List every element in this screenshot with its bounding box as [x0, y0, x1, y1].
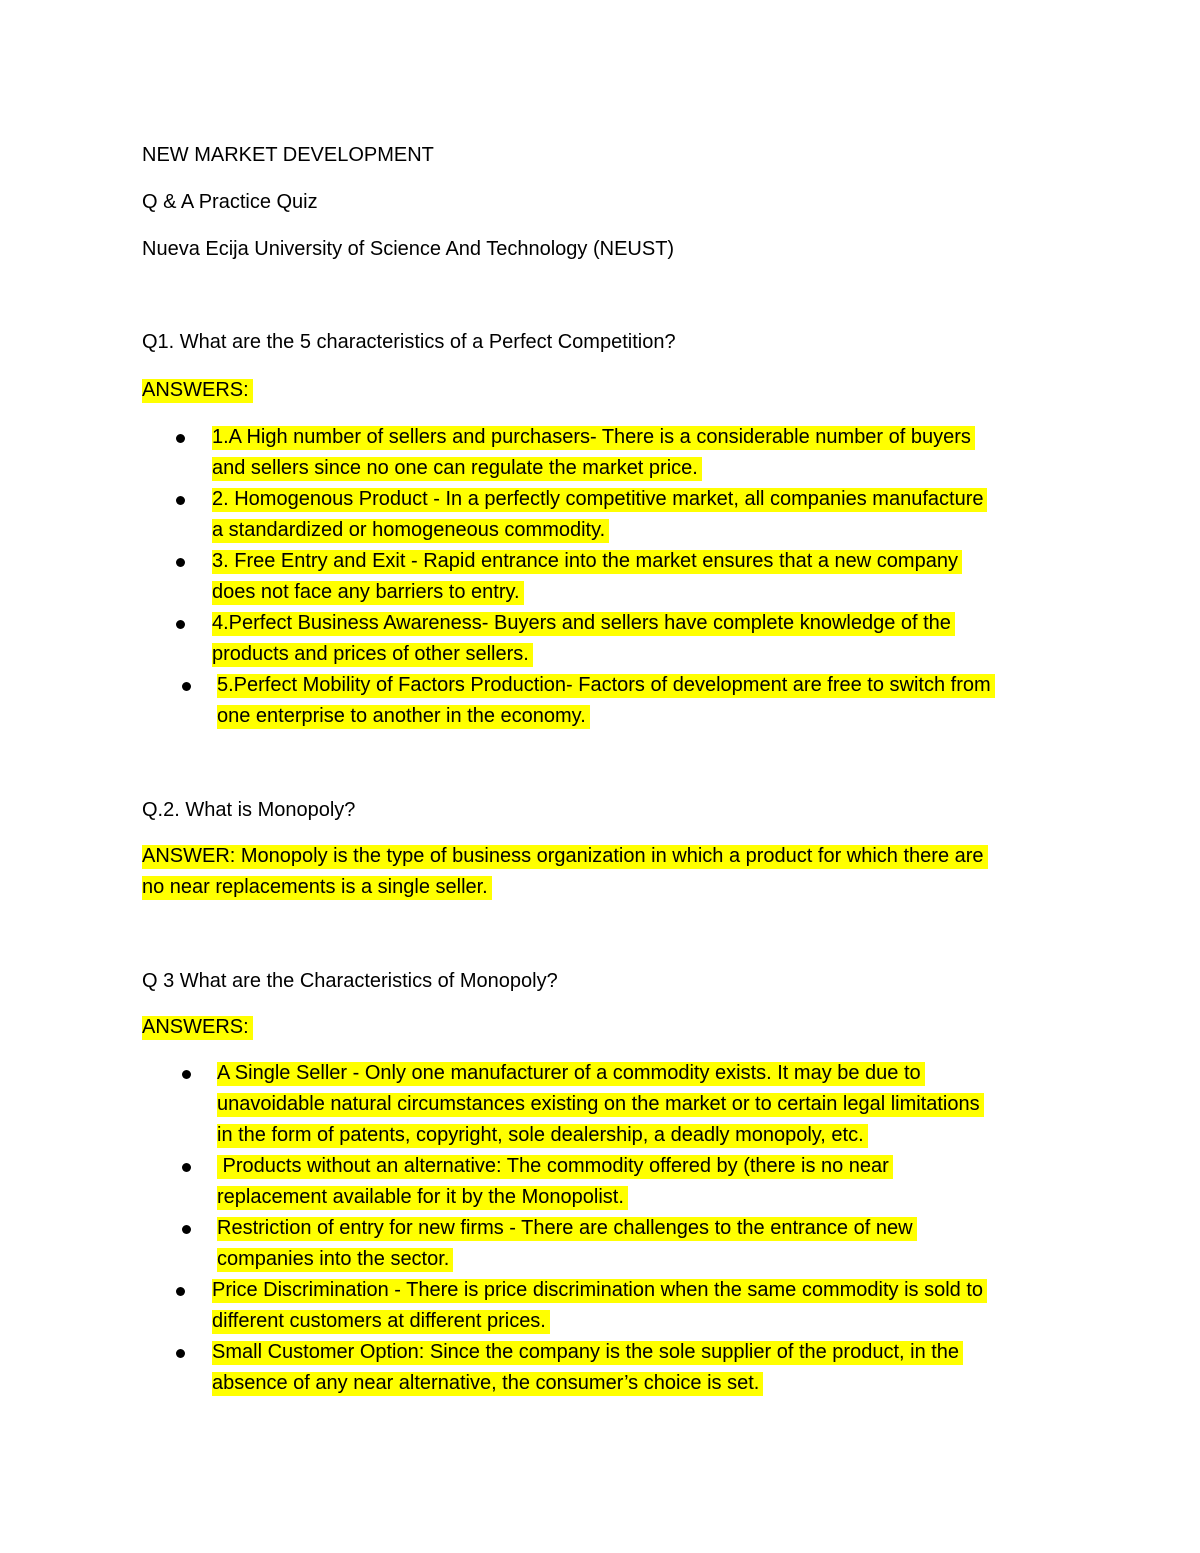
list-item-line: Restriction of entry for new firms - There are challenges to the entrance of new [217, 1217, 917, 1241]
list-item-text [212, 1337, 963, 1399]
list-item-line: Price Discrimination - There is price discrimination when the same commodity is sold to [212, 1279, 987, 1303]
bullet-icon [176, 1287, 185, 1296]
q3-question [142, 966, 558, 997]
list-item-line: different customers at different prices. [212, 1310, 550, 1334]
list-item-line: 5.Perfect Mobility of Factors Production- Factors of development are free to switch from [217, 674, 995, 698]
list-item-line: companies into the sector. [217, 1248, 453, 1272]
list-item-line: one enterprise to another in the economy. [217, 705, 590, 729]
list-item-text [217, 1058, 984, 1151]
bullet-icon [182, 1163, 191, 1172]
q2-answer-text: ANSWER: Monopoly is the type of business organization in which a product for which there are [142, 845, 988, 869]
list-item-line: 4.Perfect Business Awareness- Buyers and sellers have complete knowledge of the [212, 612, 955, 636]
bullet-icon [176, 1349, 185, 1358]
q3-question-text: Q 3 What are the Characteristics of Monopoly [142, 970, 547, 992]
bullet-icon [182, 1070, 191, 1079]
list-item-line: Products without an alternative: The commodity offered by (there is no near [217, 1155, 893, 1179]
list-item-line: absence of any near alternative, the consumer’s choice is set. [212, 1372, 763, 1396]
list-item-line: a standardized or homogeneous commodity. [212, 519, 609, 543]
q1-question: Q1. What are the 5 characteristics of a Perfect Competition? [142, 331, 676, 353]
list-item-text [212, 608, 955, 670]
list-item-line: 1.A High number of sellers and purchasers- There is a considerable number of buyers [212, 426, 975, 450]
q3-answers-label [142, 1012, 253, 1043]
bullet-icon [176, 620, 185, 629]
list-item-line: and sellers since no one can regulate the market price. [212, 457, 702, 481]
list-item-line: replacement available for it by the Monopolist. [217, 1186, 628, 1210]
list-item-line: does not face any barriers to entry. [212, 581, 524, 605]
q2-answer-line [142, 872, 492, 903]
list-item-text [212, 546, 962, 608]
q2-question: Q.2. What is Monopoly? [142, 799, 356, 821]
q1-answers-label-text: ANSWERS: [142, 379, 253, 403]
bullet-icon [176, 434, 185, 443]
bullet-icon [176, 558, 185, 567]
q1-answers-label [142, 375, 253, 406]
document-subtitle: Q & A Practice Quiz [142, 191, 318, 213]
list-item-text [217, 1151, 893, 1213]
list-item-text [212, 1275, 987, 1337]
q2-answer-text: no near replacements is a single seller. [142, 876, 492, 900]
q2-answer-line [142, 841, 988, 872]
list-item-text [217, 670, 995, 732]
bullet-icon [182, 1225, 191, 1234]
list-item-line: Small Customer Option: Since the company is the sole supplier of the product, in the [212, 1341, 963, 1365]
bullet-icon [182, 682, 191, 691]
list-item-line: in the form of patents, copyright, sole dealership, a deadly monopoly, etc. [217, 1124, 868, 1148]
q3-question-mark: ? [546, 970, 558, 992]
list-item-text [212, 422, 975, 484]
institution-name: Nueva Ecija University of Science And Technology (NEUST) [142, 238, 675, 260]
list-item-text [212, 484, 987, 546]
list-item-line: A Single Seller - Only one manufacturer of a commodity exists. It may be due to [217, 1062, 925, 1086]
list-item-line: 2. Homogenous Product - In a perfectly competitive market, all companies manufacture [212, 488, 987, 512]
list-item-line: 3. Free Entry and Exit - Rapid entrance into the market ensures that a new company [212, 550, 962, 574]
document-title: NEW MARKET DEVELOPMENT [142, 144, 434, 166]
list-item-line: products and prices of other sellers. [212, 643, 533, 667]
q3-answers-label-text: ANSWERS: [142, 1016, 253, 1040]
list-item-line: unavoidable natural circumstances existing on the market or to certain legal limitations [217, 1093, 984, 1117]
list-item-text [217, 1213, 917, 1275]
bullet-icon [176, 496, 185, 505]
